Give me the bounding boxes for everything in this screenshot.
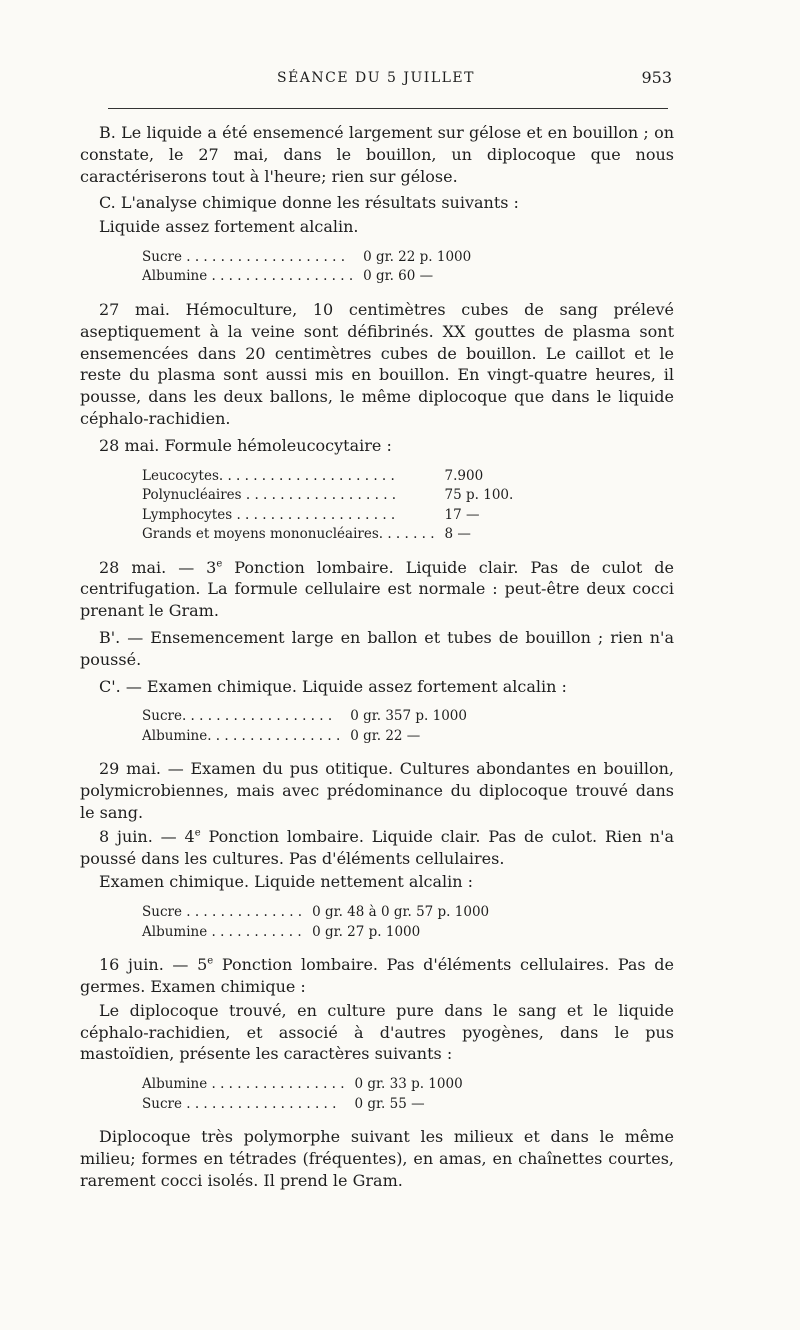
table-row (142, 525, 513, 545)
running-title: SÉANCE DU 5 JUILLET (277, 70, 475, 86)
table-value: 7.900 (444, 467, 484, 484)
paragraph: Diplocoque très polymorphe suivant les milieux et dans le même milieu; formes en tétrades (fréquentes), en amas, en chaînettes courtes, rarement cocci isolés. Il prend le Gram. (80, 1127, 674, 1190)
paragraph: 27 mai. Hémoculture, 10 centimètres cubes de sang prélevé aseptiquement à la veine sont défibrinés. XX gouttes de plasma sont ensemencées dans 20 centimètres cubes de bouillon. Le caillot et le reste du plasma sont aussi mis en bouillon. En vingt-quatre heures, il pousse, dans les deux ballons, le même diplocoque que dans le liquide céphalo-rachidien. (80, 299, 674, 428)
paragraph: Liquide assez fortement alcalin. (99, 217, 359, 237)
table-row (142, 486, 513, 506)
table-value: 0 gr. 22 p. 1000 (363, 248, 472, 265)
table-row (142, 1095, 463, 1115)
data-table-leucocyte-formula (142, 467, 513, 545)
paragraph: B. Le liquide a été ensemencé largement sur gélose et en bouillon ; on constate, le 27 mai, dans le bouillon, un diplocoque que nous caractériserons tout à l'heure; rien sur gélose. (80, 123, 674, 186)
table-row (142, 267, 471, 287)
text-run: 28 mai. — 3 (99, 557, 217, 577)
paragraph: 29 mai. — Examen du pus otitique. Cultures abondantes en bouillon, polymicrobiennes, mais avec prédominance du diplocoque trouvé dans le sang. (80, 759, 674, 822)
body-text (80, 122, 674, 1197)
table-value: 0 gr. 55 — (354, 1095, 425, 1112)
table-value: 0 gr. 33 p. 1000 (354, 1076, 463, 1093)
paragraph (80, 826, 674, 870)
paragraph: B'. — Ensemencement large en ballon et tubes de bouillon ; rien n'a poussé. (80, 627, 674, 669)
table-row (142, 467, 513, 487)
data-table-analysis-4 (142, 1075, 463, 1114)
table-row (142, 248, 471, 268)
superscript: e (216, 558, 223, 570)
table-value: 75 p. 100. (444, 487, 514, 504)
data-table-analysis-2 (142, 707, 467, 746)
table-row (142, 707, 467, 727)
table-value: 17 — (444, 506, 480, 523)
data-table-analysis-1 (142, 248, 471, 287)
table-label: Albumine. . . . . . . . . . . . . . . . (142, 727, 341, 744)
table-label: Polynucléaires . . . . . . . . . . . . . . . . . . (142, 487, 397, 504)
table-row (142, 1075, 463, 1095)
superscript: e (194, 827, 201, 839)
header-rule (108, 108, 668, 109)
paragraph: 28 mai. Formule hémoleucocytaire : (99, 435, 392, 455)
table-value: 0 gr. 27 p. 1000 (312, 923, 421, 940)
table-label: Leucocytes. . . . . . . . . . . . . . . . . . . . . (142, 467, 395, 484)
table-row (142, 727, 467, 747)
table-label: Sucre. . . . . . . . . . . . . . . . . . (142, 708, 333, 725)
paragraph: C'. — Examen chimique. Liquide assez fortement alcalin : (99, 676, 567, 696)
table-label: Albumine . . . . . . . . . . . (142, 923, 302, 940)
table-label: Sucre . . . . . . . . . . . . . . . . . . (142, 1095, 337, 1112)
text-run: Ponction lombaire. Liquide clair. Pas de culot de centrifugation. La formule cellulaire est normale : peut-être deux cocci prenant le Gram. (80, 557, 675, 621)
data-table-analysis-3 (142, 903, 489, 942)
table-row (142, 923, 489, 943)
table-label: Albumine . . . . . . . . . . . . . . . . . (142, 268, 354, 285)
table-row (142, 903, 489, 923)
text-run: 8 juin. — 4 (99, 826, 195, 846)
table-row (142, 506, 513, 526)
table-label: Albumine . . . . . . . . . . . . . . . . (142, 1076, 345, 1093)
table-label: Grands et moyens mononucléaires. . . . . . . (142, 526, 435, 543)
page-header (80, 66, 672, 94)
paragraph: Le diplocoque trouvé, en culture pure dans le sang et le liquide céphalo-rachidien, et associé à d'autres pyogènes, dans le pus mastoïdien, présente les caractères suivants : (80, 1000, 674, 1064)
paragraph: C. L'analyse chimique donne les résultats suivants : (99, 193, 519, 213)
table-value: 0 gr. 48 à 0 gr. 57 p. 1000 (312, 904, 490, 921)
text-run: Ponction lombaire. Pas d'éléments cellulaires. Pas de germes. Examen chimique : (80, 955, 674, 996)
text-run: Ponction lombaire. Liquide clair. Pas de culot. Rien n'a poussé dans les cultures. Pas d'éléments cellulaires. (80, 826, 675, 868)
paragraph: Examen chimique. Liquide nettement alcalin : (99, 872, 474, 892)
paragraph (80, 557, 674, 622)
table-value: 0 gr. 22 — (350, 727, 421, 744)
table-value: 0 gr. 60 — (363, 268, 434, 285)
table-label: Sucre . . . . . . . . . . . . . . . . . . . (142, 248, 346, 265)
text-run: 16 juin. — 5 (99, 955, 208, 975)
paragraph (80, 954, 674, 998)
table-value: 0 gr. 357 p. 1000 (350, 708, 467, 725)
page-number: 953 (641, 68, 672, 87)
table-label: Sucre . . . . . . . . . . . . . . (142, 904, 303, 921)
table-label: Lymphocytes . . . . . . . . . . . . . . . . . . . (142, 506, 396, 523)
superscript: e (207, 955, 214, 967)
table-value: 8 — (444, 526, 471, 543)
